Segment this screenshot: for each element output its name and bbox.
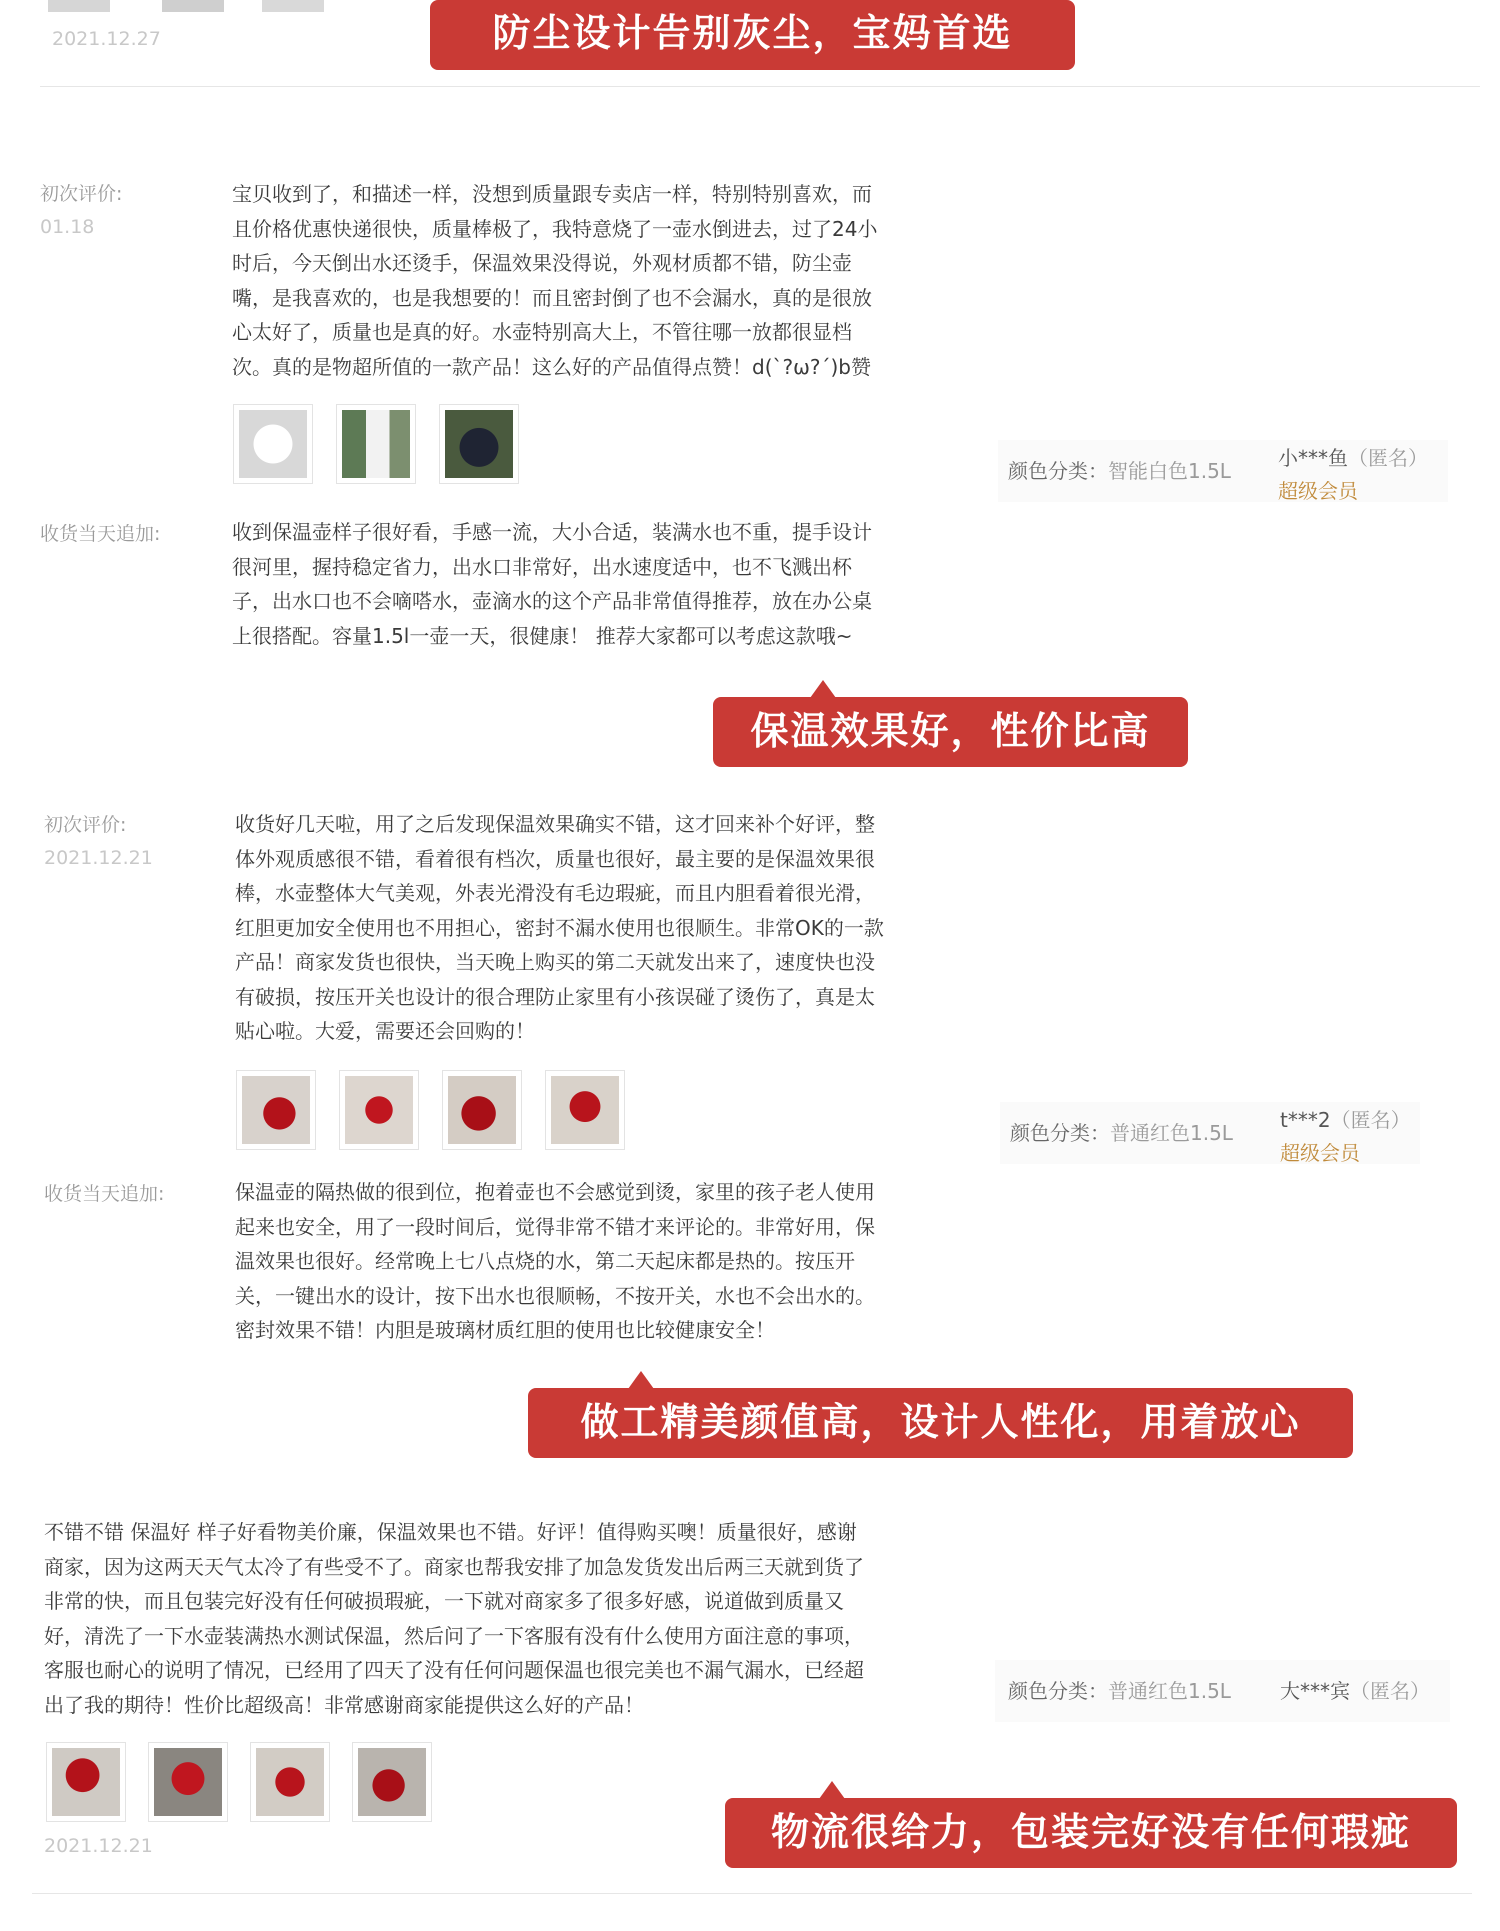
review-photo[interactable] — [545, 1070, 625, 1150]
sku-value: 普通红色1.5L — [1108, 1679, 1231, 1703]
username: t***2 — [1280, 1108, 1331, 1132]
highlight-banner — [528, 1388, 1353, 1458]
sku-key: 颜色分类： — [1008, 459, 1108, 483]
photo-red-kettle — [52, 1748, 120, 1816]
sku-key: 颜色分类： — [1008, 1679, 1108, 1703]
append-review-label: 收货当天追加: — [44, 1183, 165, 1205]
reviewer-name — [1280, 1675, 1430, 1704]
sku-info — [1008, 1675, 1231, 1704]
photo-white-kettle — [239, 410, 307, 478]
banner-text: 做工精美颜值高，设计人性化，用着放心 — [580, 1400, 1301, 1444]
banner-pointer-icon — [810, 680, 836, 698]
review-photo[interactable] — [233, 404, 313, 484]
username: 大***宾 — [1280, 1679, 1350, 1703]
top-thumbnail[interactable] — [162, 0, 224, 12]
banner-text: 保温效果好，性价比高 — [750, 709, 1151, 753]
first-review-label: 初次评价: — [44, 814, 127, 836]
append-review-text: 保温壶的隔热做的很到位，抱着壶也不会感觉到烫，家里的孩子老人使用 起来也安全，用了一段时间后，觉得非常不错才来评论的。非常好用，保 温效果也很好。经常晚上七八点烧的水，第二天起床都是热的。按压开 关，一键出水的设计，按下出水也很顺畅，不按开关，水也不会出水的。 密封效果不错！内胆是玻璃材质红胆的使用也比较健康安全！ — [235, 1180, 875, 1342]
review-photo[interactable] — [339, 1070, 419, 1150]
first-review-date: 2021.12.21 — [44, 847, 153, 869]
vip-badge: 超级会员 — [1278, 479, 1358, 503]
divider — [40, 86, 1480, 87]
review-photo[interactable] — [46, 1742, 126, 1822]
photo-red-kettle — [242, 1076, 310, 1144]
banner-pointer-icon — [628, 1371, 654, 1389]
sku-info — [1008, 455, 1231, 484]
review-date: 2021.12.27 — [52, 28, 161, 50]
username: 小***鱼 — [1278, 446, 1348, 470]
photo-red-kettle — [154, 1748, 222, 1816]
top-thumbnail[interactable] — [262, 0, 324, 12]
first-review-text: 收货好几天啦，用了之后发现保温效果确实不错，这才回来补个好评，整 体外观质感很不错，看着很有档次，质量也很好，最主要的是保温效果很 棒，水壶整体大气美观，外表光滑没有毛边瑕疵，而且内胆看着很光滑， 红胆更加安全使用也不用担心，密封不漏水使用也很顺生。非常OK的一款 产品！商家发货也很快，当天晚上购买的第二天就发出来了，速度快也没 有破损，按压开关也设计的很合理防止家里有小孩误碰了烫伤了，真是太 贴心啦。大爱，需要还会回购的！ — [235, 812, 884, 1043]
first-review-label: 初次评价: — [40, 183, 123, 205]
anonymous-tag: （匿名） — [1330, 1108, 1411, 1132]
banner-text: 物流很给力，包装完好没有任何瑕疵 — [770, 1810, 1411, 1854]
review-date: 2021.12.21 — [44, 1835, 153, 1857]
reviewer-name — [1278, 442, 1428, 471]
banner-pointer-icon — [819, 1781, 845, 1799]
review-photo[interactable] — [336, 404, 416, 484]
review-photo[interactable] — [148, 1742, 228, 1822]
photo-red-kettle — [345, 1076, 413, 1144]
append-review-label: 收货当天追加: — [40, 523, 161, 545]
review-text: 不错不错 保温好 样子好看物美价廉，保温效果也不错。好评！值得购买噢！质量很好，感谢 商家，因为这两天天气太冷了有些受不了。商家也帮我安排了加急发货发出后两三天就到货了 非常的快，而且包装完好没有任何破损瑕疵，一下就对商家多了很多好感，说道做到质量又 好，清洗了一下水壶装满热水测试保温，然后问了一下客服有没有什么使用方面注意的事项， 客服也耐心的说明了情况，已经用了四天了没有任何问题保温也很完美也不漏气漏水，已经超 出了我的期待！性价比超级高！非常感谢商家能提供这么好的产品！ — [44, 1520, 864, 1717]
photo-kettle-with-plant — [342, 410, 410, 478]
first-review-date: 01.18 — [40, 216, 95, 238]
anonymous-tag: （匿名） — [1348, 446, 1428, 470]
divider — [32, 1893, 1472, 1894]
photo-red-kettle — [358, 1748, 426, 1816]
photo-dark-kettle — [445, 410, 513, 478]
sku-info — [1010, 1117, 1233, 1146]
photo-red-kettle — [448, 1076, 516, 1144]
highlight-banner — [713, 697, 1188, 767]
reviewer-name — [1280, 1104, 1411, 1133]
banner-text: 防尘设计告别灰尘，宝妈首选 — [492, 11, 1013, 55]
review-photo[interactable] — [442, 1070, 522, 1150]
review-photo[interactable] — [236, 1070, 316, 1150]
vip-badge: 超级会员 — [1280, 1141, 1360, 1165]
sku-key: 颜色分类： — [1010, 1121, 1110, 1145]
sku-value: 智能白色1.5L — [1108, 459, 1231, 483]
highlight-banner — [725, 1798, 1457, 1868]
top-thumbnail[interactable] — [48, 0, 110, 12]
photo-red-kettle — [256, 1748, 324, 1816]
review-photo[interactable] — [352, 1742, 432, 1822]
highlight-banner — [430, 0, 1075, 70]
photo-red-kettle — [551, 1076, 619, 1144]
review-photo[interactable] — [439, 404, 519, 484]
sku-value: 普通红色1.5L — [1110, 1121, 1233, 1145]
anonymous-tag: （匿名） — [1350, 1679, 1430, 1703]
review-photo[interactable] — [250, 1742, 330, 1822]
first-review-text: 宝贝收到了，和描述一样，没想到质量跟专卖店一样，特别特别喜欢，而 且价格优惠快递很快，质量棒极了，我特意烧了一壶水倒进去，过了24小 时后，今天倒出水还烫手，保温效果没得说，外观材质都不错，防尘壶 嘴，是我喜欢的，也是我想要的！而且密封倒了也不会漏水，真的是很放 心太好了，质量也是真的好。水壶特别高大上，不管往哪一放都很显档 次。真的是物超所值的一款产品！这么好的产品值得点赞！d(`?ω?´)b赞 — [232, 182, 878, 379]
append-review-text: 收到保温壶样子很好看，手感一流，大小合适，装满水也不重，提手设计 很河里，握持稳定省力，出水口非常好，出水速度适中，也不飞溅出杯 子，出水口也不会嘀嗒水，壶滴水的这个产品非常值得推荐，放在办公桌 上很搭配。容量1.5l一壶一天，很健康！ 推荐大家都可以考虑这款哦~ — [232, 520, 872, 648]
